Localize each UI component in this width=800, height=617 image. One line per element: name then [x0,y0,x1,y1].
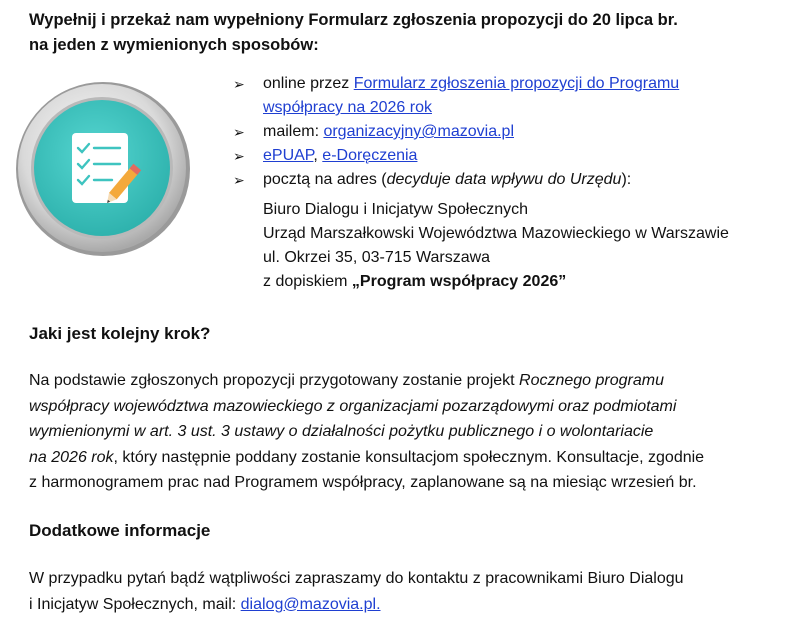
dialog-email-link[interactable]: dialog@mazovia.pl. [241,596,381,613]
post-italic-note: decyduje data wpływu do Urzędu [387,171,622,188]
separator: , [313,147,322,164]
form-link[interactable]: Formularz zgłoszenia propozycji do Programu współpracy na 2026 rok [263,75,679,116]
intro-line-1: Wypełnij i przekaż nam wypełniony Formularz zgłoszenia propozycji do 20 lipca br. [29,8,789,33]
arrow-bullet-icon: ➢ [233,168,253,192]
next-step-line-5: z harmonogramem prac nad Programem współpracy, zaplanowane są na miesiąc wrzesień br. [29,470,789,496]
email-link[interactable]: organizacyjny@mazovia.pl [323,123,514,140]
next-step-line-4: na 2026 rok, który następnie poddany zostanie konsultacjom społecznym. Konsultacje, zgodnie [29,445,789,471]
contact-line-2: i Inicjatyw Społecznych, mail: dialog@mazovia.pl. [29,592,789,617]
arrow-bullet-icon: ➢ [233,120,253,144]
address-line-1: Biuro Dialogu i Inicjatyw Społecznych [263,198,793,222]
next-step-line-1: Na podstawie zgłoszonych propozycji przygotowany zostanie projekt Rocznego programu [29,368,789,394]
online-prefix: online przez [263,75,354,92]
address-line-3: ul. Okrzei 35, 03-715 Warszawa [263,246,793,270]
list-item-email [233,120,793,144]
intro-heading [29,8,789,58]
epuap-link[interactable]: ePUAP [263,147,313,164]
list-item-post [233,168,793,192]
e-doreczenia-link[interactable]: e-Doręczenia [322,147,417,164]
arrow-bullet-icon: ➢ [233,144,253,168]
next-step-heading: Jaki jest kolejny krok? [29,322,210,346]
list-item-online [233,72,793,120]
intro-line-2: na jeden z wymienionych sposobów: [29,33,789,58]
post-prefix: pocztą na adres ( [263,171,387,188]
form-checklist-pencil-icon [14,80,192,258]
contact-line-1: W przypadku pytań bądź wątpliwości zapraszamy do kontaktu z pracownikami Biuro Dialogu [29,566,789,592]
next-step-line-2: współpracy województwa mazowieckiego z organizacjami pozarządowymi oraz podmiotami [29,394,789,420]
postal-address [233,198,793,294]
next-step-paragraph [29,368,789,496]
address-line-4: z dopiskiem „Program współpracy 2026” [263,270,793,294]
submission-methods-list [233,72,793,294]
email-prefix: mailem: [263,123,323,140]
post-suffix: ): [621,171,631,188]
address-line-2: Urząd Marszałkowski Województwa Mazowieckiego w Warszawie [263,222,793,246]
address-annotation: „Program współpracy 2026” [352,273,566,290]
contact-paragraph [29,566,789,617]
extra-info-heading: Dodatkowe informacje [29,519,210,543]
next-step-line-3: wymienionymi w art. 3 ust. 3 ustawy o działalności pożytku publicznego i o wolontariacie [29,419,789,445]
list-item-epuap [233,144,793,168]
arrow-bullet-icon: ➢ [233,72,253,96]
